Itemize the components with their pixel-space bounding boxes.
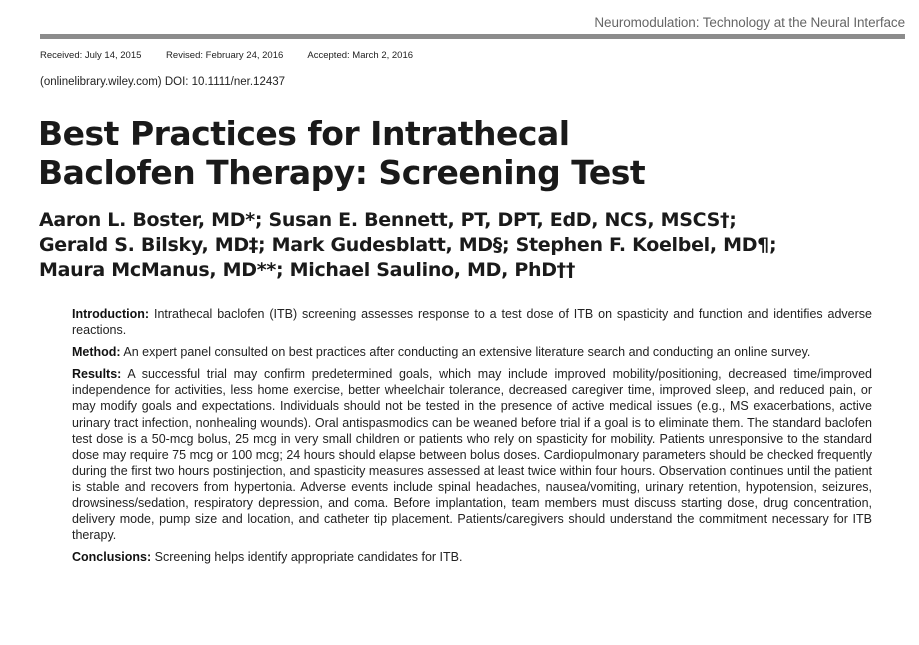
conclusions-text: Screening helps identify appropriate candidates for ITB.: [154, 550, 463, 565]
abstract: [72, 306, 872, 571]
method-text: An expert panel consulted on best practices after conducting an extensive literature search and conducting an online survey.: [123, 345, 811, 360]
header-rule: [40, 34, 905, 39]
conclusions-label: Conclusions:: [72, 550, 152, 565]
title-line-2: Baclofen Therapy: Screening Test: [38, 153, 646, 192]
introduction-label: Introduction:: [72, 307, 150, 321]
results-text: A successful trial may confirm predetermined goals, which may include improved mobility/positioning, decreased time/improved independence for activities, less home exercise, better wheelchair tolerance, decreased caregiver time, improved sleep, and reduced pain, or may modify goals and expectations. Individuals should not be tested in the presence of active medical issues (e.g., MS exacerbations, active urinary tract infection, nonhealing wounds). Oral antispasmodics can be weaned before trial if a goal is to eliminate them. The standard baclofen test dose is a 50-mcg bolus, 25 mcg in very small children or patients who rely on spasticity for mobility. Patients unresponsive to the standard dose may require 75 mcg or 100 mcg; 24 hours should elapse between bolus doses. Cardiopulmonary parameters should be checked frequently during the first two hours postinjection, and spasticity measures assessed at least twice within four hours. Observation continues until the patient is stable and recovers from hypertonia. Adverse events include spinal headaches, nausea/vomiting, urinary retention, hypotension, seizures, drowsiness/sedation, respiratory depression, and coma. Before implantation, team members must discuss starting dose, drug concentration, delivery mode, pump size and location, and catheter tip placement. Patients/caregivers should understand the commitment necessary for ITB therapy.: [72, 367, 872, 543]
article-dates: [40, 50, 435, 61]
abstract-introduction: [72, 306, 872, 338]
method-label: Method:: [72, 345, 121, 360]
abstract-method: [72, 344, 872, 360]
accepted-date: Accepted: March 2, 2016: [307, 50, 414, 61]
abstract-results: [72, 366, 872, 543]
author-list: [39, 208, 776, 283]
introduction-text: Intrathecal baclofen (ITB) screening assesses response to a test dose of ITB on spasticity and function and identifies adverse reactions.: [72, 307, 872, 338]
title-line-1: Best Practices for Intrathecal: [38, 114, 570, 153]
authors-line-1: Aaron L. Boster, MD*; Susan E. Bennett, PT, DPT, EdD, NCS, MSCS†;: [39, 209, 737, 231]
revised-date: Revised: February 24, 2016: [166, 50, 284, 61]
journal-name: Neuromodulation: Technology at the Neural Interface: [594, 15, 905, 30]
authors-line-3: Maura McManus, MD**; Michael Saulino, MD, PhD††: [39, 259, 576, 281]
results-label: Results:: [72, 367, 122, 382]
doi-line: (onlinelibrary.wiley.com) DOI: 10.1111/ner.12437: [40, 76, 286, 88]
authors-line-2: Gerald S. Bilsky, MD‡; Mark Gudesblatt, MD§; Stephen F. Koelbel, MD¶;: [39, 234, 777, 256]
received-date: Received: July 14, 2015: [40, 50, 142, 61]
abstract-conclusions: [72, 549, 872, 565]
article-title: [38, 114, 645, 192]
